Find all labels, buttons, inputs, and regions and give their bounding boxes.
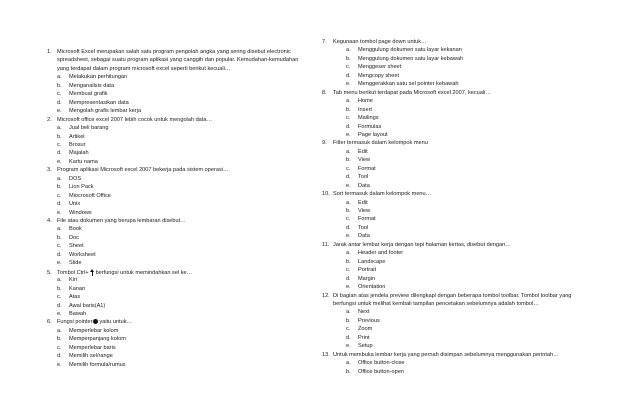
option-letter: b.	[57, 82, 62, 89]
question-text: File atau dokumen yang berupa lembaran disebut…	[57, 218, 186, 224]
option-letter: c.	[346, 165, 351, 172]
option-letter: b.	[346, 368, 351, 375]
option-text: Header and footer	[358, 250, 404, 257]
option-text: Sheet	[69, 243, 84, 250]
answer-option	[57, 201, 80, 208]
answer-option	[57, 142, 85, 149]
option-text: Brosur	[69, 141, 86, 148]
answer-option	[346, 107, 372, 114]
answer-option	[346, 98, 373, 105]
answer-option	[346, 73, 399, 80]
option-letter: e.	[57, 361, 62, 368]
option-letter: b.	[346, 258, 351, 265]
answer-option	[57, 311, 86, 318]
question-number: 1.	[47, 49, 52, 55]
answer-option	[346, 250, 403, 257]
question-text-line	[322, 39, 427, 46]
option-text: Data	[358, 233, 370, 240]
answer-option	[57, 252, 96, 259]
option-text: Data	[358, 182, 370, 189]
answer-option	[346, 284, 385, 291]
question-text-line	[47, 167, 229, 174]
option-letter: c.	[346, 267, 351, 274]
option-text: Zoom	[358, 326, 373, 333]
answer-option	[57, 134, 85, 141]
option-letter: d.	[346, 334, 351, 341]
option-letter: b.	[346, 55, 351, 62]
option-text: Unix	[69, 201, 81, 208]
option-text: Artikel	[69, 133, 85, 140]
option-text: Mempresentasikan data	[69, 99, 129, 106]
option-text: View	[358, 157, 371, 164]
option-letter: d.	[346, 123, 351, 130]
question-text-line	[47, 269, 192, 277]
question-text-line	[47, 319, 132, 326]
option-letter: a.	[346, 199, 351, 206]
option-text: Tool	[358, 224, 369, 231]
question-text: spreadsheet, sebagai suatu program aplikasi yang canggih dan popular. Kemudahan-kemudahan	[57, 57, 299, 64]
option-letter: a.	[57, 125, 62, 132]
question-number: 2.	[47, 116, 52, 123]
option-letter: e.	[346, 343, 351, 350]
option-letter: a.	[346, 250, 351, 257]
option-letter: a.	[346, 309, 351, 316]
option-text: Mengolah grafis lembar kerja	[69, 108, 142, 115]
option-letter: d.	[346, 275, 351, 282]
question-text-line	[322, 352, 559, 359]
option-text: Landscape	[358, 258, 386, 265]
option-text: Print	[358, 334, 370, 341]
answer-option	[57, 193, 111, 200]
option-text: Next	[358, 309, 370, 316]
option-text: Insert	[358, 106, 372, 113]
answer-option	[57, 83, 114, 90]
option-letter: d.	[346, 224, 351, 231]
answer-option	[346, 115, 379, 122]
option-letter: e.	[57, 260, 62, 267]
question-text-line	[57, 57, 298, 64]
question-text: Kegunaan tombol page down untuk…	[333, 39, 427, 45]
option-text: Menggulung dokumen satu layar kebawah	[358, 55, 464, 62]
answer-option	[57, 150, 89, 157]
option-letter: e.	[57, 310, 62, 317]
question-text-line	[322, 140, 428, 147]
question-text-line	[322, 242, 511, 249]
answer-option	[346, 174, 368, 181]
question-text-line	[333, 301, 539, 308]
option-letter: e.	[346, 131, 351, 138]
answer-option	[57, 74, 127, 81]
option-letter: d.	[57, 353, 62, 360]
question-text: Microsoft office excel 2007 lebih cocok untuk mengolah data…	[57, 116, 213, 123]
option-letter: a.	[346, 98, 351, 105]
option-letter: c.	[346, 326, 351, 333]
answer-option	[57, 294, 80, 301]
option-letter: b.	[57, 184, 62, 191]
option-letter: d.	[346, 174, 351, 181]
answer-option	[346, 225, 368, 232]
answer-option	[57, 303, 105, 310]
option-text: Book	[69, 226, 82, 233]
question-text: Fungsi pointer	[57, 319, 93, 326]
option-text: Mengcopy sheet	[358, 72, 400, 79]
option-letter: a.	[346, 360, 351, 367]
question-text: Microsoft Excel merupakan salah satu program pengolah angka yang sering disebut electronic	[57, 49, 291, 55]
option-letter: c.	[57, 141, 62, 148]
option-letter: b.	[346, 157, 351, 164]
option-letter: e.	[346, 182, 351, 189]
question-text: berfungsi untuk melihat kembali tampilan pencetakan sebelumnya adalah tombol…	[333, 300, 539, 307]
option-text: Mailings	[358, 115, 379, 122]
answer-option	[346, 56, 463, 63]
option-letter: d.	[57, 251, 62, 258]
option-letter: d.	[57, 99, 62, 106]
option-letter: c.	[57, 192, 62, 199]
answer-option	[346, 309, 370, 316]
answer-option	[346, 335, 370, 342]
answer-option	[57, 235, 79, 242]
option-letter: d.	[57, 150, 62, 157]
question-text: Di bagian atas jendela preview dilengkapi dengan beberapa tombol toolbar. Tombol toolbar yang	[333, 292, 572, 299]
answer-option	[346, 47, 462, 54]
answer-option	[57, 353, 113, 360]
answer-option	[346, 208, 370, 215]
answer-option	[57, 176, 81, 183]
option-letter: e.	[57, 158, 62, 165]
answer-option	[346, 276, 375, 283]
option-letter: c.	[346, 216, 351, 223]
option-text: Kanan	[69, 285, 86, 292]
question-text: Filter termasuk dalam kelompok menu	[333, 140, 428, 147]
question-number: 10.	[322, 191, 330, 198]
answer-option	[346, 183, 370, 190]
question-text: Program aplikasi Microsoft excel 2007 bekerja pada sistem operasi…	[57, 167, 229, 174]
option-text: Memperlebar kolom	[69, 327, 119, 334]
option-letter: a.	[57, 327, 62, 334]
answer-option	[57, 243, 84, 250]
option-text: Portrait	[358, 267, 377, 274]
answer-option	[346, 124, 381, 131]
answer-option	[57, 345, 116, 352]
option-letter: b.	[346, 208, 351, 214]
option-letter: a.	[57, 74, 62, 81]
answer-option	[346, 64, 401, 71]
answer-option	[346, 259, 385, 266]
option-letter: e.	[346, 284, 351, 291]
option-letter: b.	[57, 336, 62, 343]
answer-option	[57, 260, 81, 267]
option-text: Menggerakkan satu sel pointer kebawah	[358, 81, 459, 88]
question-number: 6.	[47, 319, 52, 326]
answer-option	[57, 108, 141, 115]
option-text: Menggeser sheet	[358, 64, 402, 71]
question-text: berfungsi untuk memindahkan sel ke…	[95, 269, 193, 276]
option-text: Edit	[358, 148, 368, 155]
question-text-line	[47, 218, 186, 225]
option-letter: b.	[346, 317, 351, 324]
question-text-line	[322, 90, 491, 97]
question-text: yaitu untuk…	[99, 319, 133, 326]
option-text: Doc	[69, 234, 79, 241]
answer-option	[57, 336, 126, 343]
answer-option	[346, 360, 405, 367]
option-letter: e.	[346, 81, 351, 88]
option-letter: a.	[57, 277, 62, 284]
option-letter: e.	[57, 209, 62, 216]
option-text: Lion Pack	[69, 184, 94, 191]
option-text: Kiri	[69, 277, 78, 284]
option-text: Windows	[69, 209, 92, 216]
answer-option	[346, 200, 368, 207]
option-text: Previous	[358, 317, 380, 324]
option-text: Melakukan perhitungan	[69, 74, 128, 81]
answer-option	[346, 343, 373, 350]
option-letter: a.	[57, 175, 62, 182]
option-letter: e.	[346, 233, 351, 240]
option-letter: d.	[57, 302, 62, 309]
option-text: Memperpanjang kolom	[69, 336, 126, 343]
option-text: Memilih formula/rumus	[69, 361, 126, 368]
option-letter: e.	[57, 108, 62, 115]
answer-option	[57, 226, 82, 233]
answer-option	[57, 125, 109, 132]
question-number: 7.	[322, 39, 327, 45]
option-letter: c.	[346, 115, 351, 122]
option-text: Atas	[69, 294, 81, 301]
answer-option	[346, 166, 376, 173]
option-letter: d.	[57, 201, 62, 208]
question-text-line	[322, 293, 571, 300]
option-letter: c.	[57, 91, 62, 98]
option-letter: a.	[346, 148, 351, 155]
answer-option	[346, 369, 404, 376]
question-text: Untuk membuka lembar kerja yang pernah disimpan sebelumnya menggunakan perintah…	[333, 351, 559, 358]
answer-option	[346, 233, 370, 240]
question-text: Sort termasuk dalam kelompok menu…	[333, 191, 432, 198]
option-letter: b.	[57, 133, 62, 140]
option-text: Formulas	[358, 123, 382, 130]
question-text: Tombol Ctrl+	[57, 269, 89, 276]
option-text: Margin	[358, 275, 376, 282]
option-text: Memperlebar baris	[69, 344, 116, 351]
question-text-line	[47, 117, 212, 124]
option-text: Home	[358, 98, 373, 105]
option-text: Jual beli barang	[69, 125, 109, 132]
option-text: Majalah	[69, 150, 89, 157]
option-letter: d.	[346, 72, 351, 79]
answer-option	[346, 326, 372, 333]
answer-option	[57, 100, 129, 107]
option-text: Menggulung dokumen satu layar kekanan	[358, 47, 462, 54]
option-letter: b.	[346, 106, 351, 113]
option-letter: c.	[57, 243, 62, 250]
option-text: Setup	[358, 343, 373, 350]
answer-option	[346, 318, 380, 325]
option-text: Menganalisis data	[69, 82, 115, 89]
answer-option	[57, 210, 92, 217]
option-text: DOS	[69, 175, 82, 182]
option-letter: a.	[57, 226, 62, 233]
answer-option	[57, 362, 126, 369]
answer-option	[346, 149, 368, 156]
option-text: Slide	[69, 260, 82, 267]
question-number: 12.	[322, 292, 330, 299]
pointer-dot-icon	[93, 319, 98, 324]
question-text: Jarak antar lembar kerja dengan tepi halaman kertas, disebut dengan…	[333, 241, 511, 248]
option-text: View	[358, 208, 371, 214]
question-number: 8.	[322, 89, 327, 96]
answer-option	[346, 267, 376, 274]
answer-option	[346, 157, 370, 164]
question-text-line	[322, 191, 431, 198]
option-text: Memilih sel/range	[69, 353, 113, 360]
up-arrow-icon	[90, 269, 95, 276]
option-text: Office button-open	[358, 368, 404, 375]
question-number: 5.	[47, 269, 52, 276]
option-letter: b.	[57, 234, 62, 241]
question-text-line	[57, 66, 231, 73]
option-text: Format	[358, 216, 376, 223]
answer-option	[57, 277, 77, 284]
option-letter: a.	[346, 47, 351, 54]
answer-option	[346, 132, 388, 139]
question-text: yang terdapat dalam program microsoft excel seperti berikut kecuali…	[57, 65, 231, 72]
option-text: Format	[358, 165, 376, 172]
option-letter: c.	[346, 64, 351, 71]
question-text: Tab menu berikut terdapat pada Microsoft excel 2007, kecuali…	[333, 89, 491, 96]
answer-option	[57, 184, 94, 191]
option-text: Miocrosoft Office	[69, 192, 111, 199]
answer-option	[346, 216, 376, 223]
question-number: 11.	[322, 241, 330, 248]
option-text: Kartu nama	[69, 158, 98, 165]
option-letter: b.	[57, 285, 62, 292]
question-number: 4.	[47, 218, 52, 224]
answer-option	[57, 159, 98, 166]
option-text: Awal baris(A1)	[69, 302, 106, 309]
option-text: Bawah	[69, 310, 87, 317]
option-text: Tool	[358, 174, 369, 181]
option-text: Page layout	[358, 131, 388, 138]
answer-option	[57, 328, 118, 335]
option-text: Edit	[358, 199, 368, 206]
question-number: 13.	[322, 351, 330, 358]
option-text: Membuat grafik	[69, 91, 108, 98]
option-letter: c.	[57, 344, 62, 351]
question-number: 3.	[47, 167, 52, 174]
answer-option	[57, 91, 108, 98]
option-letter: c.	[57, 294, 62, 301]
question-number: 9.	[322, 140, 327, 147]
answer-option	[346, 81, 458, 88]
option-text: Orientation	[358, 284, 386, 291]
question-text-line	[47, 49, 291, 56]
option-text: Worksheet	[69, 251, 96, 258]
answer-option	[57, 286, 85, 293]
option-text: Office button-close	[358, 360, 405, 367]
